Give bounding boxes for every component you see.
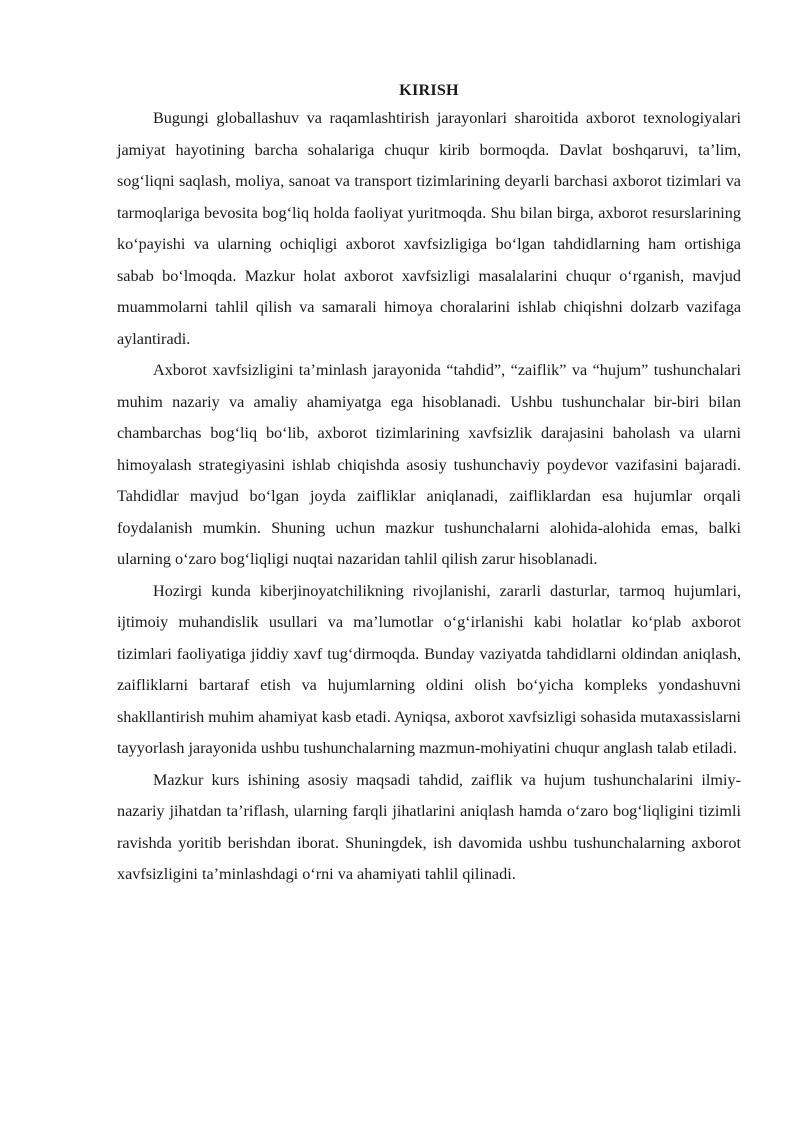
page-title: KIRISH: [399, 81, 459, 99]
paragraph-3: Hozirgi kunda kiberjinoyatchilikning rivojlanishi, zararli dasturlar, tarmoq hujumlari, ijtimoiy muhandislik usullari va ma’lumotlar o‘g‘irlanishi kabi holatlar ko‘plab axborot tizimlari faoliyatiga jiddiy xavf tug‘dirmoqda. Bunday vaziyatda tahdidlarni oldindan aniqlash, zaifliklarni bartaraf etish va hujumlarning oldini olish bo‘yicha kompleks yondashuvni shakllantirish muhim ahamiyat kasb etadi. Ayniqsa, axborot xavfsizligi sohasida mutaxassislarni tayyorlash jarayonida ushbu tushunchalarning mazmun-mohiyatini chuqur anglash talab etiladi.: [117, 581, 741, 757]
paragraph-1: Bugungi globallashuv va raqamlashtirish jarayonlari sharoitida axborot texnologiyalari jamiyat hayotining barcha sohalariga chuqur kirib bormoqda. Davlat boshqaruvi, ta’lim, sog‘liqni saqlash, moliya, sanoat va transport tizimlarining deyarli barchasi axborot tizimlari va tarmoqlariga bevosita bog‘liq holda faoliyat yuritmoqda. Shu bilan birga, axborot resurslarining ko‘payishi va ularning ochiqligi axborot xavfsizligiga bo‘lgan tahdidlarning ham ortishiga sabab bo‘lmoqda. Mazkur holat axborot xavfsizligi masalalarini chuqur o‘rganish, mavjud muammolarni tahlil qilish va samarali himoya choralarini ishlab chiqishni dolzarb vazifaga aylantiradi.: [117, 109, 741, 348]
document-body: [117, 77, 741, 891]
paragraph-4: Mazkur kurs ishining asosiy maqsadi tahdid, zaiflik va hujum tushunchalarini ilmiy-nazariy jihatdan ta’riflash, ularning farqli jihatlarini aniqlash hamda o‘zaro bog‘liqligini tizimli ravishda yoritib berishdan iborat. Shuningdek, ish davomida ushbu tushunchalarning axborot xavfsizligini ta’minlashdagi o‘rni va ahamiyati tahlil qilinadi.: [117, 770, 741, 883]
paragraph-2: Axborot xavfsizligini ta’minlash jarayonida “tahdid”, “zaiflik” va “hujum” tushunchalari muhim nazariy va amaliy ahamiyatga ega hisoblanadi. Ushbu tushunchalar bir-biri bilan chambarchas bog‘liq bo‘lib, axborot tizimlarining xavfsizlik darajasini baholash va ularni himoyalash strategiyasini ishlab chiqishda asosiy tushunchaviy poydevor vazifasini bajaradi. Tahdidlar mavjud bo‘lgan joyda zaifliklar aniqlanadi, zaifliklardan esa hujumlar orqali foydalanish mumkin. Shuning uchun mazkur tushunchalarni alohida-alohida emas, balki ularning o‘zaro bog‘liqligi nuqtai nazaridan tahlil qilish zarur hisoblanadi.: [117, 361, 741, 568]
